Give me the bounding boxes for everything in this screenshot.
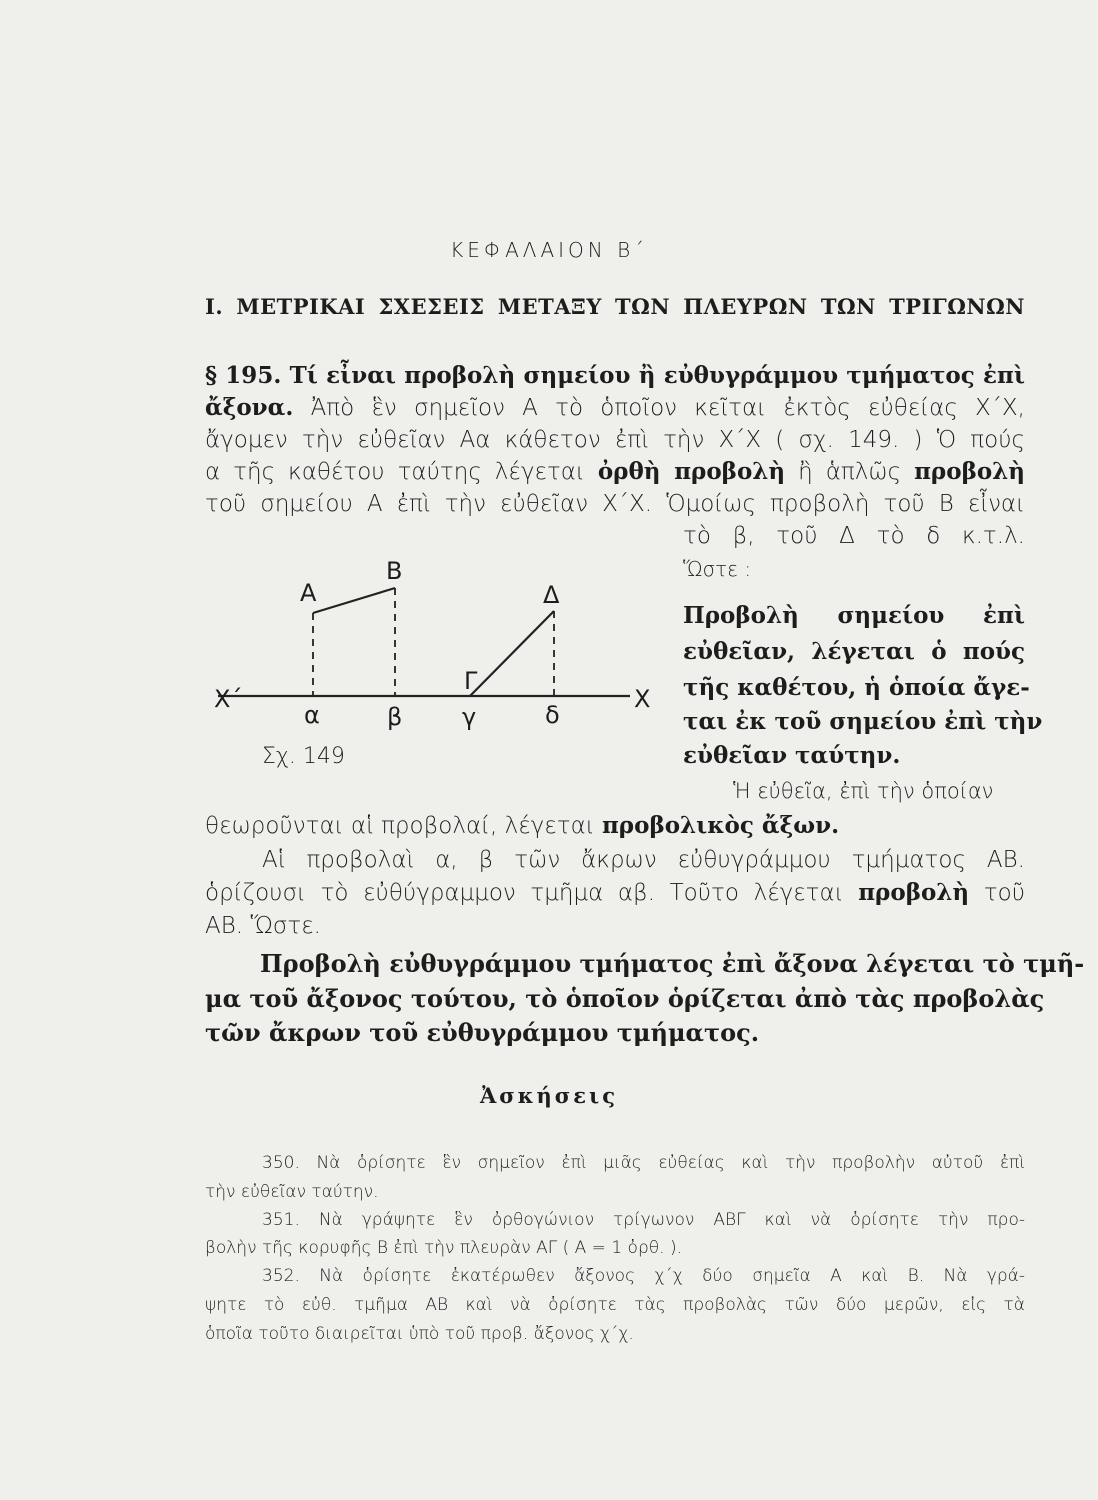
def-point-line2: εὐθεῖαν, λέγεται ὁ πούς — [683, 638, 1025, 665]
exercises-heading: Ἀσκήσεις — [480, 1083, 618, 1108]
label-Delta: Δ — [543, 581, 560, 609]
para195-line1: § 195. Τί εἶναι προβολὴ σημείου ἢ εὐθυγράμμου τμήματος ἐπὶ — [205, 362, 1025, 389]
exercise-351-line2: βολὴν τῆς κορυφῆς Β ἐπὶ τὴν πλευρὰν ΑΓ ( Α = 1 ὀρθ. ). — [205, 1238, 682, 1258]
label-gamma: γ — [462, 703, 477, 731]
label-Gamma: Γ — [464, 667, 478, 695]
def-segment-line2: μα τοῦ ἄξονος τούτου, τὸ ὁποῖον ὁρίζεται ἀπὸ τὰς προβολὰς — [205, 984, 1045, 1013]
para195-line6: τὸ β, τοῦ Δ τὸ δ κ.τ.λ. — [683, 523, 1025, 549]
exercise-352-line1: 352. Νὰ ὁρίσητε ἑκατέρωθεν ἄξονος χ΄χ δύο σημεῖα Α καὶ Β. Νὰ γρά- — [262, 1266, 1025, 1286]
para195-axis-word: ἄξονα. — [205, 394, 294, 421]
segment-para-line2-c: τοῦ — [983, 880, 1026, 906]
para195-line4-a: α τῆς καθέτου ταύτης λέγεται — [205, 459, 585, 485]
def-point-line3: τῆς καθέτου, ἡ ὁποία ἄγε- — [683, 674, 1030, 701]
chapter-title: ΚΕΦΑΛΑΙΟΝ Β΄ — [450, 238, 648, 262]
def-point-line1: Προβολὴ σημείου ἐπὶ — [683, 602, 1025, 629]
label-beta: β — [387, 703, 403, 731]
axis-sentence-text: θεωροῦνται αἱ προβολαί, λέγεται — [205, 813, 595, 839]
label-X-prime: Χ΄ — [214, 685, 243, 713]
section-heading: Ι. ΜΕΤΡΙΚΑΙ ΣΧΕΣΕΙΣ ΜΕΤΑΞΥ ΤΩΝ ΠΛΕΥΡΩΝ ΤΩΝ ΤΡΙΓΩΝΩΝ — [205, 294, 1025, 319]
term-orthogonal-projection: ὀρθὴ προβολὴ — [597, 458, 786, 485]
para195-line4-c: ἢ ἁπλῶς — [798, 459, 902, 485]
figure-caption: Σχ. 149 — [262, 744, 345, 769]
axis-sentence-line1: Ἡ εὐθεῖα, ἐπὶ τὴν ὁποίαν — [733, 779, 994, 803]
para195-hoste: Ὥστε : — [683, 557, 752, 581]
para195-line2 — [205, 392, 1025, 424]
segment-para-line3: ΑΒ. Ὥστε. — [205, 913, 321, 939]
term-projection-2: προβολὴ — [858, 879, 970, 906]
label-X: Χ — [634, 685, 651, 713]
label-A: Α — [300, 579, 317, 607]
exercise-350-line2: τὴν εὐθεῖαν ταύτην. — [205, 1182, 379, 1202]
def-segment-line1: Προβολὴ εὐθυγράμμου τμήματος ἐπὶ ἄξονα λέγεται τὸ τμῆ- — [260, 949, 1085, 978]
figure-149 — [200, 555, 670, 745]
label-alpha: α — [304, 701, 320, 729]
segment-para-line2 — [205, 877, 1025, 909]
def-segment-line3: τῶν ἄκρων τοῦ εὐθυγράμμου τμήματος. — [205, 1018, 760, 1047]
segment-GD — [470, 611, 554, 696]
para195-line2-text: Ἀπὸ ἓν σημεῖον Α τὸ ὁποῖον κεῖται ἐκτὸς εὐθείας Χ΄Χ, — [310, 395, 1025, 421]
segment-para-line2-a: ὁρίζουσι τὸ εὐθύγραμμον τμῆμα αβ. Τοῦτο λέγεται — [205, 880, 844, 906]
term-projection: προβολὴ — [914, 458, 1026, 485]
segment-para-line1: Αἱ προβολαὶ α, β τῶν ἄκρων εὐθυγράμμου τμήματος ΑΒ. — [262, 847, 1025, 873]
label-delta: δ — [545, 701, 560, 729]
exercise-352-line3: ὁποῖα τοῦτο διαιρεῖται ὑπὸ τοῦ προβ. ἄξονος χ΄χ. — [205, 1324, 634, 1344]
para195-line3: ἄγομεν τὴν εὐθεῖαν Αα κάθετον ἐπὶ τὴν Χ΄Χ ( σχ. 149. ) Ὁ πούς — [205, 427, 1025, 453]
para195-line5: τοῦ σημείου Α ἐπὶ τὴν εὐθεῖαν Χ΄Χ. Ὁμοίως προβολὴ τοῦ Β εἶναι — [205, 491, 1025, 517]
exercise-352-line2: ψητε τὸ εὐθ. τμῆμα ΑΒ καὶ νὰ ὁρίσητε τὰς προβολὰς τῶν δύο μερῶν, εἰς τὰ — [205, 1295, 1025, 1315]
label-B: Β — [386, 557, 403, 585]
term-projection-axis: προβολικὸς ἄξων. — [601, 812, 840, 839]
para195-line4 — [205, 456, 1025, 488]
axis-sentence-line2 — [205, 810, 839, 842]
segment-AB — [313, 588, 395, 613]
exercise-350-line1: 350. Νὰ ὁρίσητε ἓν σημεῖον ἐπὶ μιᾶς εὐθείας καὶ τὴν προβολὴν αὐτοῦ ἐπὶ — [262, 1153, 1025, 1173]
exercise-351-line1: 351. Νὰ γράψητε ἓν ὀρθογώνιον τρίγωνον ΑΒΓ καὶ νὰ ὁρίσητε τὴν προ- — [262, 1210, 1025, 1230]
def-point-line5: εὐθεῖαν ταύτην. — [683, 742, 901, 769]
def-point-line4: ται ἐκ τοῦ σημείου ἐπὶ τὴν — [683, 708, 1043, 735]
